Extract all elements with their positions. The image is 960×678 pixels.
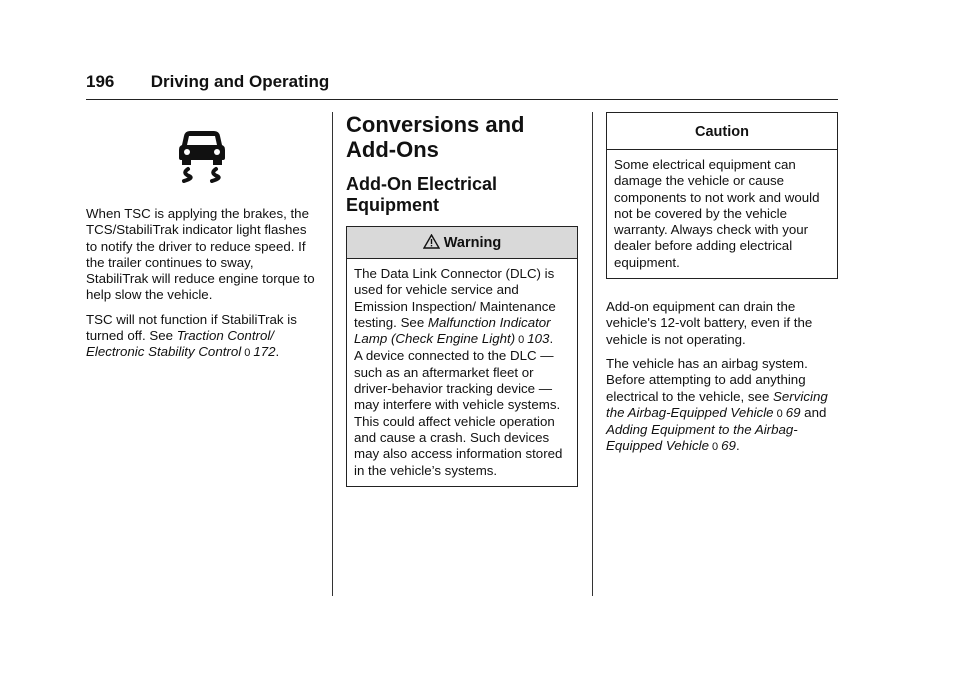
left-paragraph-2-end: .	[275, 344, 280, 360]
caution-text: Some electrical equipment can damage the vehicle or cause components to not work and would not be covered by the vehicle warranty. Always check with your dealer before adding electrical equipment.	[614, 157, 820, 270]
column-divider-left	[332, 112, 333, 596]
warning-title: Warning	[443, 235, 502, 251]
adding-equipment-page[interactable]: 69	[721, 438, 736, 454]
heading-add-on-electrical: Add-On Electrical Equipment	[346, 174, 498, 215]
page-number: 196	[86, 72, 115, 91]
left-paragraph-2-text: TSC will not function if StabiliTrak is turned off. See	[86, 311, 297, 344]
page-ref-arrow-icon: 0	[776, 407, 783, 420]
warning-triangle-icon	[423, 234, 440, 249]
section-title: Driving and Operating	[150, 72, 330, 91]
caution-box	[606, 112, 838, 279]
page-header	[86, 72, 838, 92]
traction-control-skid-icon	[176, 127, 228, 183]
warning-paragraph-1	[354, 266, 570, 348]
right-paragraph-1: Add-on equipment can drain the vehicle's 12-volt battery, even if the vehicle is not operating.	[606, 299, 813, 347]
malfunction-lamp-link[interactable]: Malfunction Indicator Lamp (Check Engine Light)	[354, 314, 551, 347]
traction-control-page[interactable]: 172	[253, 344, 276, 360]
page-ref-arrow-icon: 0	[244, 347, 251, 360]
warning-paragraph-2: A device connected to the DLC — such as an aftermarket fleet or driver-behavior tracking device — may interfere with vehicle systems. This could affect vehicle operation and cause a crash. Such devices may also access information stored in the vehicle’s systems.	[354, 348, 563, 478]
right-paragraph-2-end: .	[735, 438, 740, 454]
right-paragraph-2	[606, 356, 838, 456]
right-column	[606, 112, 838, 464]
warning-box	[346, 226, 578, 487]
middle-column	[346, 112, 578, 487]
left-paragraph-1: When TSC is applying the brakes, the TCS/StabiliTrak indicator light flashes to notify the driver to reduce speed. If the trailer continues to sway, StabiliTrak will reduce engine torque to help slow the vehicle.	[86, 206, 315, 303]
adding-equipment-link[interactable]: Adding Equipment to the Airbag-Equipped Vehicle	[606, 422, 798, 454]
left-column	[86, 112, 318, 370]
page-ref-arrow-icon: 0	[712, 441, 719, 454]
caution-header: Caution	[607, 113, 837, 150]
warning-header	[347, 227, 577, 259]
column-divider-right	[592, 112, 593, 596]
warning-text-1: The Data Link Connector (DLC) is used for vehicle service and Emission Inspection/ Maintenance testing. See	[354, 266, 556, 330]
warning-body	[347, 259, 577, 486]
warning-text-1-end: .	[549, 331, 554, 347]
servicing-airbag-page[interactable]: 69	[785, 404, 801, 420]
traction-control-link[interactable]: Traction Control/ Electronic Stability Control	[86, 328, 274, 360]
conjunction-text: and	[800, 404, 827, 420]
left-paragraph-2	[86, 312, 318, 362]
malfunction-lamp-page[interactable]: 103	[527, 331, 550, 347]
page-ref-arrow-icon: 0	[518, 334, 525, 347]
servicing-airbag-link[interactable]: Servicing the Airbag-Equipped Vehicle	[606, 388, 828, 420]
header-rule	[86, 99, 838, 100]
heading-conversions: Conversions and Add-Ons	[346, 112, 525, 162]
caution-body	[607, 150, 837, 278]
right-paragraph-2-text: The vehicle has an airbag system. Before attempting to add anything electrical to the vehicle, see	[606, 355, 808, 404]
icon-container	[86, 112, 318, 198]
